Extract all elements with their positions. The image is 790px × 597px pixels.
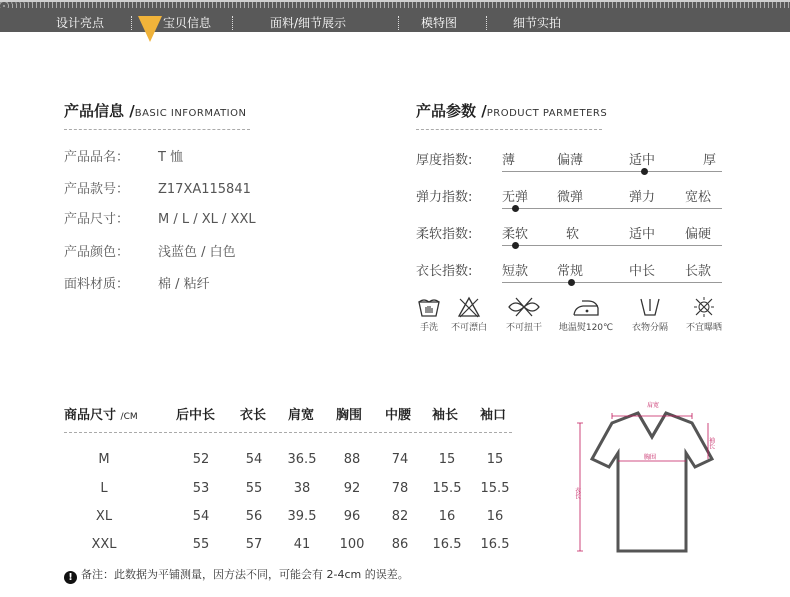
size-col-header: 胸围 (336, 408, 363, 423)
nav-divider (232, 16, 233, 30)
size-value-cell: 39.5 (287, 509, 317, 524)
product-info-heading: 产品信息 /BASIC INFORMATION (64, 102, 247, 120)
nav-divider (398, 16, 399, 30)
size-value-cell: 16.5 (432, 537, 462, 552)
care-iron-low (556, 296, 616, 333)
param-option: 无弹 (502, 190, 529, 205)
size-value-cell: 16 (486, 509, 504, 524)
info-row-name (64, 146, 183, 165)
size-col-header: 肩宽 (288, 408, 315, 423)
size-value-cell: 15 (438, 452, 456, 467)
param-option: 长款 (685, 264, 712, 279)
info-value: M / L / XL / XXL (158, 212, 256, 227)
nav-item-details[interactable]: 细节实拍 (513, 16, 562, 30)
param-option: 适中 (629, 153, 656, 168)
size-value-cell: 88 (343, 452, 361, 467)
size-label: L (100, 481, 108, 496)
care-label: 地温熨120℃ (558, 323, 614, 333)
care-label: 手洗 (419, 323, 438, 333)
no-wring-icon (507, 296, 541, 318)
info-label: 产品尺寸： (64, 212, 130, 227)
param-option: 弹力 (629, 190, 656, 205)
size-value-cell: 86 (391, 537, 409, 552)
nav-item-product-info[interactable]: 宝贝信息 (163, 16, 212, 30)
shoulder-label: 肩宽 (647, 402, 660, 409)
param-selected-marker (512, 205, 519, 212)
param-scale-line (502, 245, 722, 246)
param-row-elasticity (416, 186, 726, 212)
size-label: XXL (91, 537, 117, 552)
param-scale-line (502, 282, 722, 283)
info-row-sizes (64, 208, 256, 227)
param-label: 衣长指数: (416, 264, 473, 279)
nav-decoration (0, 2, 790, 8)
size-value-cell: 96 (343, 509, 361, 524)
param-row-length (416, 260, 726, 286)
divider (416, 129, 602, 130)
divider (64, 129, 250, 130)
param-row-thickness (416, 149, 726, 175)
size-value-cell: 15 (486, 452, 504, 467)
size-col-header: 衣长 (240, 408, 267, 423)
param-row-softness (416, 223, 726, 249)
warning-icon: ! (64, 571, 77, 584)
size-value-cell: 54 (192, 509, 210, 524)
care-no-wring (500, 296, 548, 333)
info-label: 产品品名： (64, 150, 130, 165)
param-scale-line (502, 208, 722, 209)
size-value-cell: 38 (293, 481, 311, 496)
size-value-cell: 55 (192, 537, 210, 552)
chest-label: 胸围 (644, 454, 657, 461)
size-value-cell: 41 (293, 537, 311, 552)
no-bleach-icon (457, 296, 481, 318)
hand-wash-icon (417, 296, 441, 318)
param-selected-marker (641, 168, 648, 175)
size-value-cell: 16 (438, 509, 456, 524)
param-option: 软 (566, 227, 580, 242)
param-option: 偏薄 (557, 153, 584, 168)
size-table-divider (64, 432, 512, 433)
info-row-colors (64, 241, 236, 260)
size-col-header: 后中长 (176, 408, 216, 423)
active-nav-marker-icon (138, 16, 162, 44)
param-option: 柔软 (502, 227, 529, 242)
param-option: 薄 (502, 153, 516, 168)
info-value: T 恤 (158, 150, 184, 165)
info-value: Z17XA115841 (158, 182, 251, 197)
measurement-note (64, 566, 409, 584)
param-option: 厚 (703, 153, 717, 168)
size-value-cell: 52 (192, 452, 210, 467)
nav-divider (131, 16, 132, 30)
param-scale-line (502, 171, 722, 172)
note-text: 备注：此数据为平铺测量，因方法不同，可能会有 2-4cm 的误差。 (81, 568, 409, 581)
nav-item-design[interactable]: 设计亮点 (56, 16, 105, 30)
param-option: 宽松 (685, 190, 712, 205)
size-table-heading: 商品尺寸 /CM (64, 408, 138, 423)
size-value-cell: 54 (245, 452, 263, 467)
info-label: 面料材质： (64, 277, 130, 292)
size-value-cell: 55 (245, 481, 263, 496)
care-label: 不宜曝晒 (685, 323, 722, 333)
tshirt-measurement-diagram (572, 393, 732, 563)
size-value-cell: 74 (391, 452, 409, 467)
size-col-header: 袖口 (480, 408, 507, 423)
size-value-cell: 36.5 (287, 452, 317, 467)
size-value-cell: 92 (343, 481, 361, 496)
wash-separately-icon (638, 296, 662, 318)
sleeve-label: 袖长 (707, 437, 715, 449)
param-option: 偏硬 (685, 227, 712, 242)
care-no-bleach (446, 296, 492, 333)
care-label: 不可漂白 (450, 323, 487, 333)
care-label: 衣物分隔 (631, 323, 668, 333)
param-label: 弹力指数: (416, 190, 473, 205)
size-label: XL (95, 509, 113, 524)
size-col-header: 中腰 (385, 408, 412, 423)
length-label: 衣长 (573, 487, 581, 499)
size-value-cell: 100 (339, 537, 365, 552)
param-option: 短款 (502, 264, 529, 279)
info-label: 产品款号： (64, 182, 130, 197)
param-option: 适中 (629, 227, 656, 242)
param-selected-marker (568, 279, 575, 286)
iron-low-icon (571, 296, 601, 318)
info-row-style-no (64, 178, 251, 197)
size-value-cell: 78 (391, 481, 409, 496)
nav-item-model[interactable]: 模特图 (421, 16, 458, 30)
size-value-cell: 82 (391, 509, 409, 524)
size-value-cell: 56 (245, 509, 263, 524)
param-option: 常规 (557, 264, 584, 279)
tshirt-outline (592, 413, 712, 551)
nav-divider (486, 16, 487, 30)
size-value-cell: 57 (245, 537, 263, 552)
size-col-header: 袖长 (432, 408, 459, 423)
no-tumble-dry-icon (692, 296, 716, 318)
info-row-material (64, 273, 210, 292)
care-no-sun (680, 296, 728, 333)
param-label: 柔软指数: (416, 227, 473, 242)
care-label: 不可扭干 (505, 323, 542, 333)
param-option: 中长 (629, 264, 656, 279)
care-hand-wash (412, 296, 446, 333)
param-label: 厚度指数: (416, 153, 473, 168)
section-nav-bar (0, 0, 790, 32)
param-option: 微弹 (557, 190, 584, 205)
care-wash-separately (625, 296, 675, 333)
size-value-cell: 16.5 (480, 537, 510, 552)
size-value-cell: 15.5 (480, 481, 510, 496)
param-selected-marker (512, 242, 519, 249)
info-label: 产品颜色： (64, 245, 130, 260)
info-value: 浅蓝色 / 白色 (158, 245, 236, 260)
info-value: 棉 / 粘纤 (158, 277, 210, 292)
size-value-cell: 15.5 (432, 481, 462, 496)
product-params-heading: 产品参数 /PRODUCT PARMETERS (416, 102, 608, 120)
size-label: M (98, 452, 110, 467)
nav-item-fabric[interactable]: 面料/细节展示 (270, 16, 347, 30)
size-value-cell: 53 (192, 481, 210, 496)
